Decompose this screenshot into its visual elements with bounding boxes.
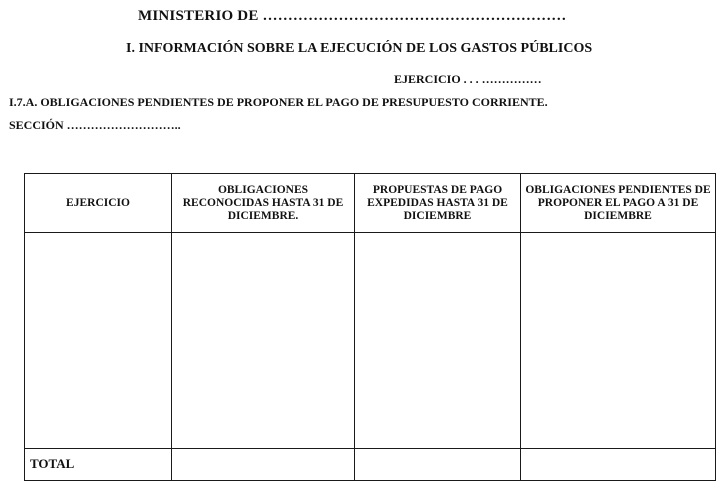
column-header-obligaciones-pendientes: OBLIGACIONES PENDIENTES DE PROPONER EL PAGO A 31 DE DICIEMBRE: [521, 174, 716, 233]
table-cell-ejercicio: [25, 233, 172, 449]
total-cell-propuestas-de-pago: [355, 448, 521, 480]
ministry-line: MINISTERIO DE ……………………………………………………: [138, 8, 567, 24]
table-cell-obligaciones-pendientes: [521, 233, 716, 449]
total-cell-obligaciones-reconocidas: [172, 448, 355, 480]
table-total-row: [25, 448, 716, 480]
table-cell-obligaciones-reconocidas: [172, 233, 355, 449]
document-title: I. INFORMACIÓN SOBRE LA EJECUCIÓN DE LOS GASTOS PÚBLICOS: [126, 41, 593, 56]
total-label: TOTAL: [25, 448, 172, 480]
seccion-line: SECCIÓN ………………………..: [9, 118, 181, 132]
column-header-obligaciones-reconocidas: OBLIGACIONES RECONOCIDAS HASTA 31 DE DICIEMBRE.: [172, 174, 355, 233]
column-header-propuestas-de-pago: PROPUESTAS DE PAGO EXPEDIDAS HASTA 31 DE DICIEMBRE: [355, 174, 521, 233]
table-cell-propuestas-de-pago: [355, 233, 521, 449]
obligations-table: [24, 173, 716, 481]
total-cell-obligaciones-pendientes: [521, 448, 716, 480]
ejercicio-line: EJERCICIO . . . ……………: [394, 72, 542, 86]
section-heading: I.7.A. OBLIGACIONES PENDIENTES DE PROPONER EL PAGO DE PRESUPUESTO CORRIENTE.: [9, 95, 548, 109]
column-header-ejercicio: EJERCICIO: [25, 174, 172, 233]
table-row: [25, 233, 716, 449]
table-header-row: [25, 174, 716, 233]
